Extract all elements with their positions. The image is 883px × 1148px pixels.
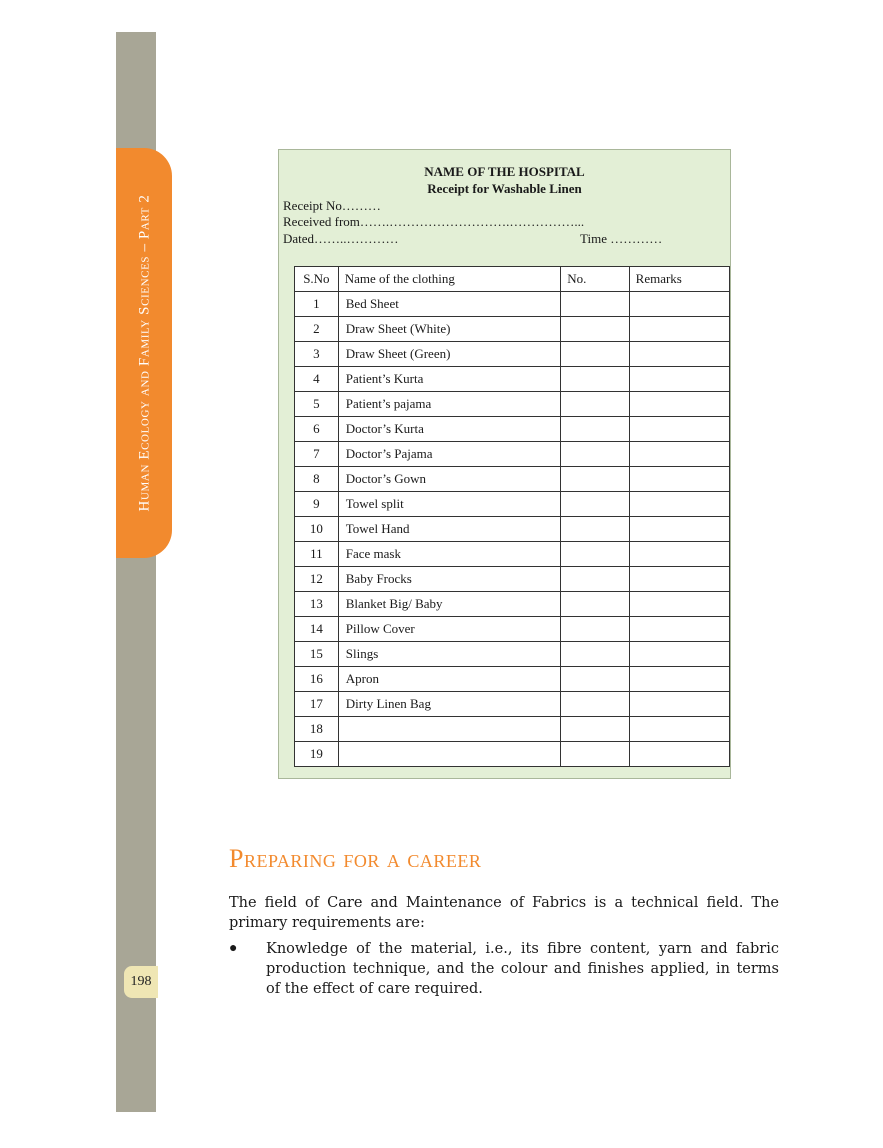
row-count-cell bbox=[561, 567, 629, 592]
table-row bbox=[295, 317, 730, 342]
table-row bbox=[295, 567, 730, 592]
row-clothing-name: Doctor’s Pajama bbox=[338, 442, 561, 467]
row-remarks-cell bbox=[629, 517, 729, 542]
bullet-icon: ● bbox=[229, 941, 238, 956]
receipt-no-field: Receipt No……… bbox=[283, 198, 381, 213]
row-clothing-name: Towel split bbox=[338, 492, 561, 517]
row-clothing-name bbox=[338, 742, 561, 767]
row-sno: 16 bbox=[295, 667, 339, 692]
row-sno: 10 bbox=[295, 517, 339, 542]
row-clothing-name: Bed Sheet bbox=[338, 292, 561, 317]
row-count-cell bbox=[561, 742, 629, 767]
row-sno: 3 bbox=[295, 342, 339, 367]
table-row bbox=[295, 717, 730, 742]
row-sno: 17 bbox=[295, 692, 339, 717]
row-clothing-name bbox=[338, 717, 561, 742]
column-header-no: No. bbox=[561, 267, 629, 292]
row-count-cell bbox=[561, 392, 629, 417]
row-clothing-name: Draw Sheet (Green) bbox=[338, 342, 561, 367]
row-sno: 8 bbox=[295, 467, 339, 492]
row-count-cell bbox=[561, 467, 629, 492]
row-remarks-cell bbox=[629, 392, 729, 417]
table-row bbox=[295, 492, 730, 517]
row-clothing-name: Doctor’s Kurta bbox=[338, 417, 561, 442]
receipt-subtitle: Receipt for Washable Linen bbox=[427, 181, 582, 196]
row-clothing-name: Apron bbox=[338, 667, 561, 692]
row-count-cell bbox=[561, 342, 629, 367]
row-count-cell bbox=[561, 367, 629, 392]
row-count-cell bbox=[561, 642, 629, 667]
row-remarks-cell bbox=[629, 642, 729, 667]
hospital-name: NAME OF THE HOSPITAL bbox=[424, 164, 585, 179]
row-clothing-name: Blanket Big/ Baby bbox=[338, 592, 561, 617]
table-row bbox=[295, 517, 730, 542]
receipt-form bbox=[278, 149, 731, 779]
row-count-cell bbox=[561, 592, 629, 617]
row-remarks-cell bbox=[629, 492, 729, 517]
table-row bbox=[295, 617, 730, 642]
row-sno: 19 bbox=[295, 742, 339, 767]
row-sno: 2 bbox=[295, 317, 339, 342]
table-row bbox=[295, 417, 730, 442]
row-remarks-cell bbox=[629, 592, 729, 617]
clothing-table bbox=[294, 266, 730, 767]
row-count-cell bbox=[561, 692, 629, 717]
row-clothing-name: Patient’s pajama bbox=[338, 392, 561, 417]
row-sno: 14 bbox=[295, 617, 339, 642]
row-clothing-name: Towel Hand bbox=[338, 517, 561, 542]
row-remarks-cell bbox=[629, 342, 729, 367]
row-sno: 5 bbox=[295, 392, 339, 417]
row-remarks-cell bbox=[629, 317, 729, 342]
row-count-cell bbox=[561, 667, 629, 692]
row-count-cell bbox=[561, 317, 629, 342]
row-clothing-name: Dirty Linen Bag bbox=[338, 692, 561, 717]
table-row bbox=[295, 592, 730, 617]
row-count-cell bbox=[561, 517, 629, 542]
row-sno: 18 bbox=[295, 717, 339, 742]
row-remarks-cell bbox=[629, 692, 729, 717]
row-remarks-cell bbox=[629, 467, 729, 492]
row-sno: 9 bbox=[295, 492, 339, 517]
row-count-cell bbox=[561, 617, 629, 642]
column-header-remarks: Remarks bbox=[629, 267, 729, 292]
row-remarks-cell bbox=[629, 442, 729, 467]
dated-field: Dated……..………… bbox=[283, 231, 399, 246]
row-sno: 15 bbox=[295, 642, 339, 667]
table-row bbox=[295, 742, 730, 767]
table-row bbox=[295, 367, 730, 392]
row-remarks-cell bbox=[629, 742, 729, 767]
row-sno: 4 bbox=[295, 367, 339, 392]
table-row bbox=[295, 292, 730, 317]
row-count-cell bbox=[561, 292, 629, 317]
row-clothing-name: Pillow Cover bbox=[338, 617, 561, 642]
column-header-name: Name of the clothing bbox=[338, 267, 561, 292]
row-clothing-name: Slings bbox=[338, 642, 561, 667]
row-sno: 1 bbox=[295, 292, 339, 317]
row-sno: 6 bbox=[295, 417, 339, 442]
table-row bbox=[295, 467, 730, 492]
table-row bbox=[295, 542, 730, 567]
bullet-item: Knowledge of the material, i.e., its fibre content, yarn and fabric production technique, and the colour and finishes applied, in terms of the effect of care required. bbox=[266, 941, 779, 997]
row-remarks-cell bbox=[629, 617, 729, 642]
row-count-cell bbox=[561, 492, 629, 517]
row-remarks-cell bbox=[629, 567, 729, 592]
column-header-sno: S.No bbox=[295, 267, 339, 292]
table-row bbox=[295, 392, 730, 417]
section-heading: Preparing for a career bbox=[229, 844, 482, 873]
row-clothing-name: Patient’s Kurta bbox=[338, 367, 561, 392]
row-remarks-cell bbox=[629, 717, 729, 742]
row-remarks-cell bbox=[629, 667, 729, 692]
table-row bbox=[295, 692, 730, 717]
running-title: Human Ecology and Family Sciences – Part 2 bbox=[136, 194, 153, 512]
table-row bbox=[295, 642, 730, 667]
row-remarks-cell bbox=[629, 292, 729, 317]
row-remarks-cell bbox=[629, 417, 729, 442]
row-clothing-name: Draw Sheet (White) bbox=[338, 317, 561, 342]
row-clothing-name: Baby Frocks bbox=[338, 567, 561, 592]
row-sno: 13 bbox=[295, 592, 339, 617]
row-clothing-name: Face mask bbox=[338, 542, 561, 567]
row-sno: 12 bbox=[295, 567, 339, 592]
row-count-cell bbox=[561, 717, 629, 742]
row-count-cell bbox=[561, 417, 629, 442]
table-row bbox=[295, 667, 730, 692]
row-remarks-cell bbox=[629, 367, 729, 392]
table-row bbox=[295, 342, 730, 367]
page-number: 198 bbox=[124, 966, 158, 998]
row-sno: 7 bbox=[295, 442, 339, 467]
intro-paragraph: The field of Care and Maintenance of Fabrics is a technical field. The primary requirements are: bbox=[229, 895, 779, 931]
row-remarks-cell bbox=[629, 542, 729, 567]
table-row bbox=[295, 442, 730, 467]
row-clothing-name: Doctor’s Gown bbox=[338, 467, 561, 492]
row-sno: 11 bbox=[295, 542, 339, 567]
table-header-row bbox=[295, 267, 730, 292]
received-from-field: Received from…….……………………….……………... bbox=[283, 214, 585, 229]
row-count-cell bbox=[561, 442, 629, 467]
time-field: Time ………… bbox=[580, 231, 663, 246]
row-count-cell bbox=[561, 542, 629, 567]
